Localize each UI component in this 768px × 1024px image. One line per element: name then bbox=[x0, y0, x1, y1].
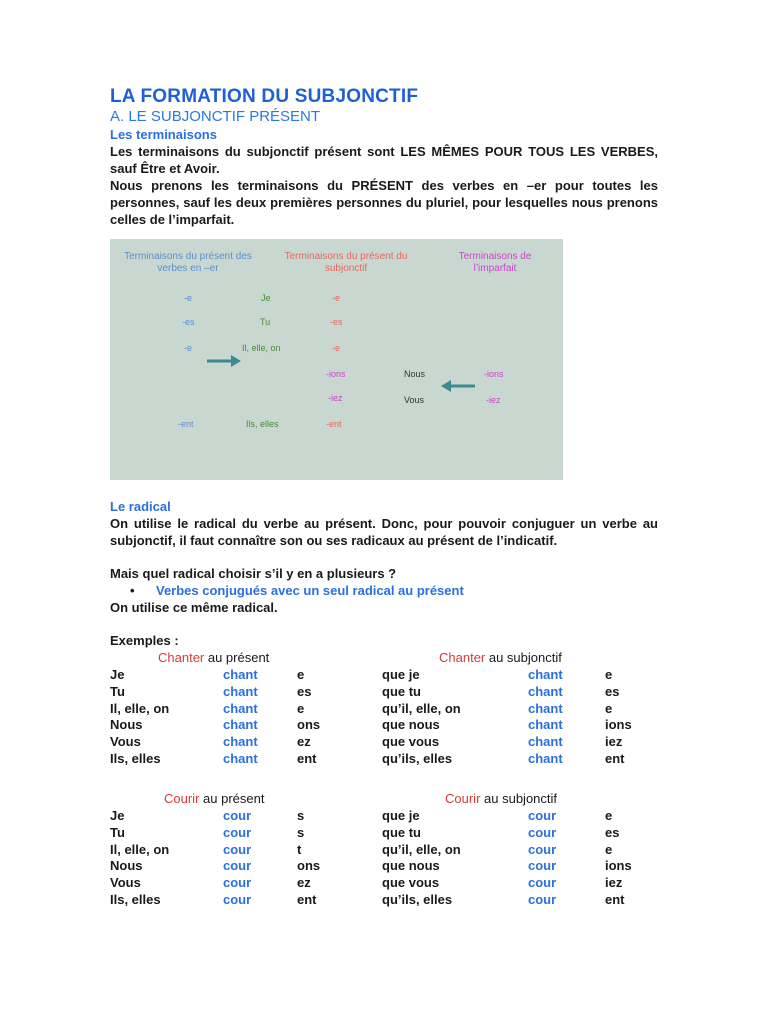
tense-label: au subjonctif bbox=[480, 791, 558, 806]
subjonctif-ending: -e bbox=[332, 343, 341, 353]
table-cell: que tu bbox=[382, 824, 421, 840]
table-cell: Je bbox=[110, 808, 125, 823]
pronoun-label: Je bbox=[261, 293, 271, 303]
verb-name: Courir bbox=[164, 791, 200, 806]
table-cell: chant bbox=[223, 751, 258, 766]
subjonctif-ending: -ions bbox=[326, 369, 346, 379]
table-cell: que vous bbox=[382, 875, 440, 891]
diagram-header-imparfait: Terminaisons de l’imparfait bbox=[458, 251, 532, 274]
table-cell: e bbox=[297, 667, 305, 682]
table-cell: chant bbox=[223, 700, 258, 716]
conjugation-table-courir bbox=[110, 790, 658, 908]
table-cell: iez bbox=[605, 875, 623, 891]
table-cell: Il, elle, on bbox=[110, 841, 170, 857]
table-cell: Tu bbox=[110, 683, 125, 699]
table-cell: ent bbox=[297, 751, 317, 766]
radical-heading: Le radical bbox=[110, 499, 171, 514]
radical-paragraph: On utilise le radical du verbe au présent. Donc, pour pouvoir conjuguer un verbe au subjonctif, il faut connaître son ou ses radicaux au présent de l’indicatif. bbox=[110, 516, 658, 548]
table-cell: Tu bbox=[110, 824, 125, 840]
table-cell: iez bbox=[605, 734, 623, 750]
left-arrow-icon bbox=[440, 379, 476, 393]
table-cell: que nous bbox=[382, 717, 440, 733]
table-cell: cour bbox=[528, 892, 557, 907]
radical-question: Mais quel radical choisir s’il y en a plusieurs ? bbox=[110, 566, 397, 581]
imparfait-ending: -iez bbox=[486, 395, 501, 405]
table-cell: cour bbox=[528, 808, 557, 823]
table-cell: ent bbox=[297, 892, 317, 907]
table-cell: e bbox=[605, 841, 613, 857]
tense-label: au présent bbox=[204, 650, 270, 665]
table-cell: cour bbox=[223, 858, 252, 874]
imparfait-ending: -ions bbox=[484, 369, 504, 379]
pronoun-label: Tu bbox=[260, 317, 271, 327]
table-cell: ions bbox=[605, 858, 632, 874]
table-cell: Vous bbox=[110, 734, 141, 750]
table-cell: chant bbox=[528, 734, 563, 750]
diagram-header-present: Terminaisons du présent des verbes en –er bbox=[124, 251, 252, 274]
table-cell: chant bbox=[528, 717, 563, 733]
table-cell: que vous bbox=[382, 734, 440, 750]
table-cell: ent bbox=[605, 751, 625, 766]
subjonctif-ending: -es bbox=[330, 317, 343, 327]
subjonctif-ending: -ent bbox=[326, 419, 342, 429]
table-cell: que je bbox=[382, 808, 420, 823]
subjonctif-ending: -iez bbox=[328, 393, 343, 403]
table-header-right bbox=[439, 649, 562, 666]
table-cell: chant bbox=[223, 683, 258, 699]
table-cell: ent bbox=[605, 892, 625, 907]
table-cell: e bbox=[297, 700, 305, 716]
table-header-right bbox=[445, 790, 557, 807]
table-cell: Nous bbox=[110, 858, 143, 874]
table-cell: chant bbox=[528, 700, 563, 716]
examples-label: Exemples : bbox=[110, 633, 179, 648]
table-cell: qu’il, elle, on bbox=[382, 700, 461, 716]
pronoun-label: Il, elle, on bbox=[242, 343, 281, 353]
pronoun-label: Ils, elles bbox=[246, 419, 279, 429]
list-item: • Verbes conjugués avec un seul radical au présent bbox=[130, 582, 658, 599]
table-cell: Nous bbox=[110, 717, 143, 733]
table-cell: chant bbox=[223, 667, 258, 682]
table-cell: que nous bbox=[382, 858, 440, 874]
verb-name: Chanter bbox=[158, 650, 205, 665]
table-cell: Ils, elles bbox=[110, 751, 161, 766]
present-ending: -es bbox=[182, 317, 195, 327]
table-cell: s bbox=[297, 808, 305, 823]
page-title: LA FORMATION DU SUBJONCTIF bbox=[110, 86, 419, 107]
terminaisons-paragraph-1: Les terminaisons du subjonctif présent sont LES MÊMES POUR TOUS LES VERBES, sauf Être et Avoir. bbox=[110, 144, 658, 176]
table-cell: cour bbox=[528, 824, 557, 840]
diagram-header-subjonctif: Terminaisons du présent du subjonctif bbox=[284, 251, 408, 274]
right-arrow-icon bbox=[206, 354, 242, 368]
table-cell: que tu bbox=[382, 683, 421, 699]
table-cell: cour bbox=[528, 858, 557, 874]
table-cell: cour bbox=[528, 841, 557, 857]
verb-name: Chanter bbox=[439, 650, 486, 665]
subjonctif-ending: -e bbox=[332, 293, 341, 303]
pronoun-label: Nous bbox=[404, 369, 426, 379]
table-cell: t bbox=[297, 841, 302, 857]
table-cell: Ils, elles bbox=[110, 892, 161, 907]
present-ending: -e bbox=[184, 343, 193, 353]
table-cell: cour bbox=[223, 824, 252, 840]
table-cell: cour bbox=[528, 875, 557, 891]
tense-label: au subjonctif bbox=[485, 650, 562, 665]
table-cell: Je bbox=[110, 667, 125, 682]
endings-diagram bbox=[110, 239, 563, 480]
table-cell: ez bbox=[297, 734, 311, 750]
table-header-left bbox=[164, 790, 264, 807]
table-cell: cour bbox=[223, 808, 252, 823]
table-cell: es bbox=[605, 824, 620, 840]
section-subtitle: A. LE SUBJONCTIF PRÉSENT bbox=[110, 108, 321, 125]
terminaisons-heading: Les terminaisons bbox=[110, 127, 217, 142]
table-cell: s bbox=[297, 824, 305, 840]
table-cell: es bbox=[605, 683, 620, 699]
table-cell: e bbox=[605, 700, 613, 716]
table-cell: ons bbox=[297, 858, 321, 874]
table-cell: qu’ils, elles bbox=[382, 751, 453, 766]
pronoun-label: Vous bbox=[404, 395, 425, 405]
table-cell: chant bbox=[223, 717, 258, 733]
table-cell: qu’il, elle, on bbox=[382, 841, 461, 857]
table-cell: e bbox=[605, 808, 613, 823]
table-cell: es bbox=[297, 683, 312, 699]
table-header-left bbox=[158, 649, 269, 666]
verb-name: Courir bbox=[445, 791, 481, 806]
table-cell: chant bbox=[223, 734, 258, 750]
table-cell: Vous bbox=[110, 875, 141, 891]
table-cell: cour bbox=[223, 892, 252, 907]
table-cell: e bbox=[605, 667, 613, 682]
table-cell: qu’ils, elles bbox=[382, 892, 453, 907]
table-cell: chant bbox=[528, 667, 563, 682]
table-cell: cour bbox=[223, 841, 252, 857]
document-page bbox=[110, 86, 658, 908]
tense-label: au présent bbox=[199, 791, 265, 806]
bullet-list bbox=[110, 582, 658, 599]
table-cell: que je bbox=[382, 667, 420, 682]
terminaisons-paragraph-2: Nous prenons les terminaisons du PRÉSENT des verbes en –er pour toutes les personnes, sauf les deux premières personnes du pluriel, pour lesquelles nous prenons celles de l’imparfait. bbox=[110, 178, 658, 227]
table-cell: chant bbox=[528, 751, 563, 766]
table-cell: ez bbox=[297, 875, 311, 891]
table-cell: chant bbox=[528, 683, 563, 699]
table-cell: cour bbox=[223, 875, 252, 891]
table-cell: ions bbox=[605, 717, 632, 733]
present-ending: -ent bbox=[178, 419, 194, 429]
table-cell: ons bbox=[297, 717, 321, 733]
radical-note: On utilise ce même radical. bbox=[110, 600, 278, 615]
table-cell: Il, elle, on bbox=[110, 700, 170, 716]
conjugation-table-chanter bbox=[110, 649, 658, 767]
present-ending: -e bbox=[184, 293, 193, 303]
